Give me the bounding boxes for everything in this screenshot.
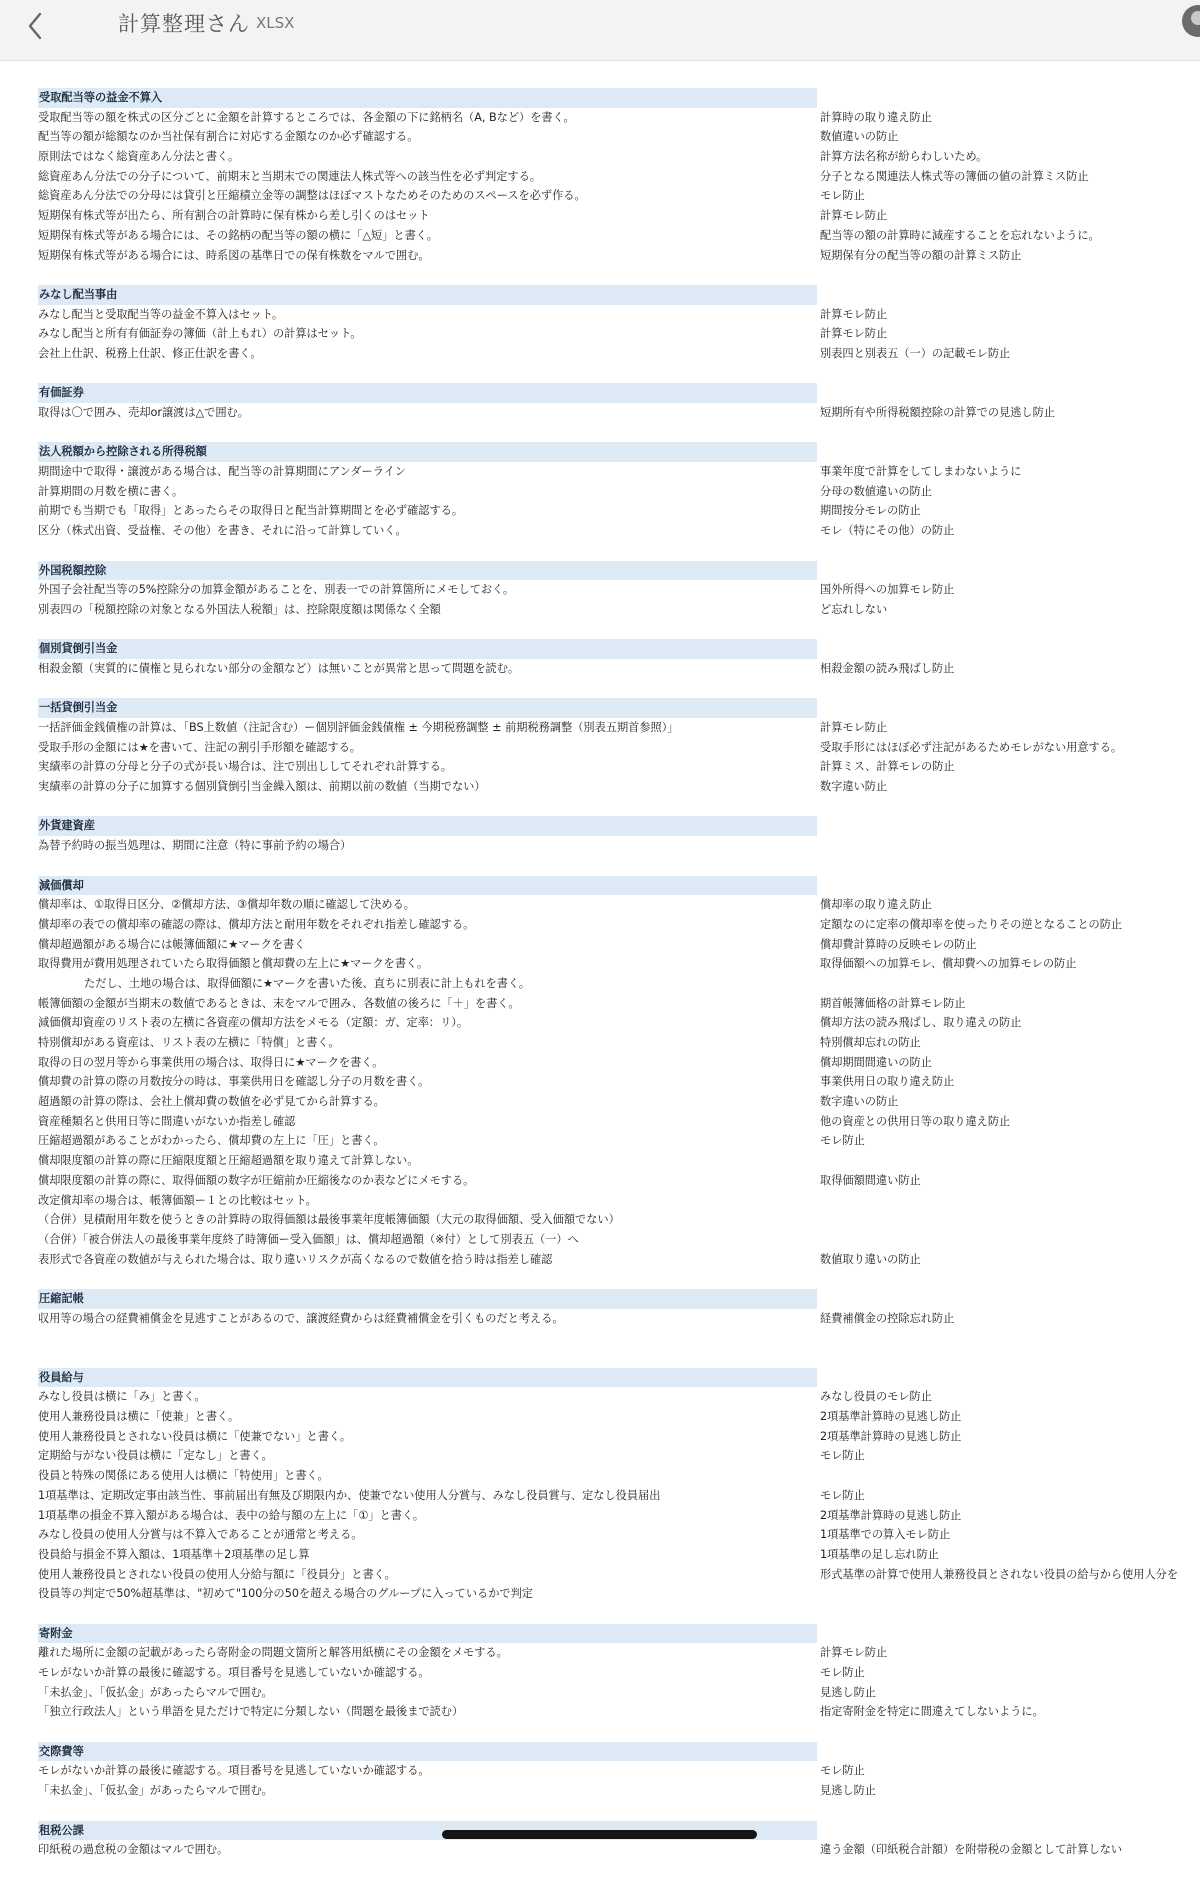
table-row[interactable] xyxy=(38,324,1200,344)
note-cell: 総資産あん分法での分母には貸引と圧縮積立金等の調整はほぼマストなためそのためのスペースを必ず作る。 xyxy=(38,189,586,203)
reason-cell: 分母の数値違いの防止 xyxy=(820,484,932,498)
reason-cell: 計算モレ防止 xyxy=(820,307,888,321)
note-cell: 総資産あん分法での分子について、前期末と当期末での関連法人株式等への該当性を必ず判定する。 xyxy=(38,169,541,183)
section xyxy=(38,698,1200,796)
note-cell: みなし配当と所有有価証券の簿価（計上もれ）の計算はセット。 xyxy=(38,327,362,341)
note-cell: 1項基準は、定期改定事由該当性、事前届出有無及び期限内か、使兼でない使用人分賞与、みなし役員賞与、定なし役員届出 xyxy=(38,1488,661,1502)
reason-cell: 見逃し防止 xyxy=(820,1685,876,1699)
reason-cell: 計算モレ防止 xyxy=(820,327,888,341)
table-row[interactable] xyxy=(38,600,1200,620)
table-row[interactable] xyxy=(38,127,1200,147)
note-cell: 実績率の計算の分母と分子の式が長い場合は、注で別出ししてそれぞれ計算する。 xyxy=(38,760,452,774)
table-row[interactable] xyxy=(38,186,1200,206)
reason-cell: 計算方法名称が紛らわしいため。 xyxy=(820,150,988,164)
reason-cell: モレ防止 xyxy=(820,1134,865,1148)
note-cell: 実績率の計算の分子に加算する個別貸倒引当金繰入額は、前期以前の数値（当期でない） xyxy=(38,780,486,794)
note-cell: 離れた場所に金額の記載があったら寄附金の問題文箇所と解答用紙横にその金額をメモする。 xyxy=(38,1646,508,1660)
table-row[interactable] xyxy=(38,403,1200,423)
table-row[interactable] xyxy=(38,1191,1200,1211)
table-row[interactable] xyxy=(38,344,1200,364)
table-row[interactable] xyxy=(38,501,1200,521)
note-cell: 取得費用が費用処理されていたら取得価額と償却費の左上に★マークを書く。 xyxy=(38,957,429,971)
table-row[interactable] xyxy=(38,954,1200,974)
reason-cell: 取得価額への加算モレ、償却費への加算モレの防止 xyxy=(820,957,1077,971)
document-title: 計算整理さん xyxy=(118,12,250,36)
note-cell: （合併）見積耐用年数を使うときの計算時の取得価額は最後事業年度帳簿価額（大元の取得価額、受入価額でない） xyxy=(38,1213,620,1227)
note-cell: 改定償却率の場合は、帳簿価額ー１との比較はセット。 xyxy=(38,1193,317,1207)
table-row[interactable] xyxy=(38,1013,1200,1033)
section xyxy=(38,1624,1200,1722)
table-row[interactable] xyxy=(38,1309,1200,1329)
note-cell: 1項基準の損金不算入額がある場合は、表中の給与額の左上に「①」と書く。 xyxy=(38,1508,425,1522)
note-cell: 超過額の計算の際は、会社上償却費の数値を必ず見てから計算する。 xyxy=(38,1095,385,1109)
table-row[interactable] xyxy=(38,1151,1200,1171)
note-cell: 受取手形の金額には★を書いて、注記の割引手形額を確認する。 xyxy=(38,740,362,754)
avatar-icon[interactable] xyxy=(1182,5,1200,37)
reason-cell: 償却率の取り違え防止 xyxy=(820,898,932,912)
table-row[interactable] xyxy=(38,1427,1200,1447)
reason-cell: 償却費計算時の反映モレの防止 xyxy=(820,937,977,951)
note-cell: みなし役員の使用人分賞与は不算入であることが通常と考える。 xyxy=(38,1528,363,1542)
section xyxy=(38,816,1200,855)
table-row[interactable] xyxy=(38,1092,1200,1112)
section xyxy=(38,1742,1200,1801)
note-cell: 定期給与がない役員は横に「定なし」と書く。 xyxy=(38,1449,273,1463)
reason-cell: 計算ミス、計算モレの防止 xyxy=(820,760,955,774)
table-row[interactable] xyxy=(38,482,1200,502)
reason-cell: 数字違い防止 xyxy=(820,780,888,794)
section xyxy=(38,383,1200,422)
section xyxy=(38,639,1200,678)
note-cell: 表形式で各資産の数値が与えられた場合は、取り違いリスクが高くなるので数値を拾う時は指差し確認 xyxy=(38,1252,553,1266)
note-cell: 「未払金」、「仮払金」があったらマルで囲む。 xyxy=(38,1784,273,1798)
table-row[interactable] xyxy=(38,1525,1200,1545)
section xyxy=(38,442,1200,540)
table-row[interactable] xyxy=(38,1663,1200,1683)
note-cell: 帳簿価額の金額が当期末の数値であるときは、末をマルで囲み、各数値の後ろに「＋」を書く。 xyxy=(38,996,520,1010)
note-cell: 別表四の「税額控除の対象となる外国法人税額」は、控除限度額は関係なく全額 xyxy=(38,602,441,616)
table-row[interactable] xyxy=(38,246,1200,266)
table-row[interactable] xyxy=(38,1840,1200,1860)
section-header[interactable]: 個別貸倒引当金 xyxy=(38,639,817,659)
reason-cell: 他の資産との供用日等の取り違え防止 xyxy=(820,1114,1011,1128)
note-cell: ただし、土地の場合は、取得価額に★マークを書いた後、直ちに別表に計上もれを書く。 xyxy=(84,976,531,990)
table-row[interactable] xyxy=(38,462,1200,482)
reason-cell: 分子となる関連法人株式等の簿価の値の計算ミス防止 xyxy=(820,169,1089,183)
note-cell: 償却超過額がある場合には帳簿価額に★マークを書く xyxy=(38,937,306,951)
reason-cell: ど忘れしない xyxy=(820,602,888,616)
reason-cell: 1項基準の足し忘れ防止 xyxy=(820,1547,939,1561)
table-row[interactable] xyxy=(38,1171,1200,1191)
note-cell: 区分（株式出資、受益権、その他）を書き、それに沿って計算していく。 xyxy=(38,524,407,538)
note-cell: 前期でも当期でも「取得」とあったらその取得日と配当計算期間とを必ず確認する。 xyxy=(38,504,464,518)
section xyxy=(38,561,1200,620)
section-header[interactable]: 有価証券 xyxy=(38,383,817,403)
reason-cell: みなし役員のモレ防止 xyxy=(820,1390,932,1404)
reason-cell: モレ防止 xyxy=(820,1488,865,1502)
note-cell: 配当等の額が総額なのか当社保有割合に対応する金額なのか必ず確認する。 xyxy=(38,130,419,144)
table-row[interactable] xyxy=(38,1584,1200,1604)
note-cell: 受取配当等の額を株式の区分ごとに金額を計算するところでは、各金額の下に銘柄名（A, Bなど）を書く。 xyxy=(38,110,575,124)
reason-cell: モレ（特にその他）の防止 xyxy=(820,524,955,538)
section-header[interactable]: 交際費等 xyxy=(38,1742,817,1762)
table-row[interactable] xyxy=(38,1053,1200,1073)
section xyxy=(38,1289,1200,1328)
note-cell: 償却費の計算の際の月数按分の時は、事業供用日を確認し分子の月数を書く。 xyxy=(38,1075,430,1089)
table-row[interactable] xyxy=(38,108,1200,128)
note-cell: 短期保有株式等がある場合には、その銘柄の配当等の額の横に「△短」と書く。 xyxy=(38,228,438,242)
back-arrow-icon[interactable] xyxy=(22,6,50,46)
table-row[interactable] xyxy=(38,895,1200,915)
note-cell: モレがないか計算の最後に確認する。項目番号を見逃していないか確認する。 xyxy=(38,1666,430,1680)
note-cell: 一括評価金銭債権の計算は、「BS上数値（注記含む）ー個別評価金銭債権 ± 今期税務調整 ± 前期税務調整（別表五期首参照）」 xyxy=(38,721,679,734)
table-row[interactable] xyxy=(38,1131,1200,1151)
note-cell: 償却限度額の計算の際に圧縮限度額と圧縮超過額を取り違えて計算しない。 xyxy=(38,1154,419,1168)
spreadsheet-content xyxy=(38,88,1200,1880)
reason-cell: モレ防止 xyxy=(820,1764,865,1778)
reason-cell: 期間按分モレの防止 xyxy=(820,504,921,518)
section-header[interactable]: みなし配当事由 xyxy=(38,285,817,305)
reason-cell: 数字違いの防止 xyxy=(820,1095,899,1109)
reason-cell: 計算時の取り違え防止 xyxy=(820,110,932,124)
table-row[interactable] xyxy=(38,659,1200,679)
note-cell: 印紙税の過怠税の金額はマルで囲む。 xyxy=(38,1843,229,1857)
note-cell: 短期保有株式等がある場合には、時系図の基準日での保有株数をマルで囲む。 xyxy=(38,248,430,262)
reason-cell: 計算モレ防止 xyxy=(820,1646,888,1660)
section xyxy=(38,876,1200,1270)
reason-cell: 短期所有や所得税額控除の計算での見逃し防止 xyxy=(820,406,1055,419)
note-cell: 償却率は、①取得日区分、②償却方法、③償却年数の順に確認して決める。 xyxy=(38,898,415,912)
table-row[interactable] xyxy=(38,1781,1200,1801)
reason-cell: 事業供用日の取り違え防止 xyxy=(820,1075,955,1089)
table-row[interactable] xyxy=(38,1683,1200,1703)
note-cell: 「未払金」、「仮払金」があったらマルで囲む。 xyxy=(38,1685,273,1699)
reason-cell: 経費補償金の控除忘れ防止 xyxy=(820,1311,955,1325)
note-cell: 相殺金額（実質的に債権と見られない部分の金額など）は無いことが異常と思って問題を読む。 xyxy=(38,661,520,675)
reason-cell: 相殺金額の読み飛ばし防止 xyxy=(820,661,955,675)
reason-cell: 短期保有分の配当等の額の計算ミス防止 xyxy=(820,248,1022,262)
reason-cell: 2項基準計算時の見逃し防止 xyxy=(820,1410,962,1424)
note-cell: 収用等の場合の経費補償金を見逃すことがあるので、譲渡経費からは経費補償金を引くものだと考える。 xyxy=(38,1311,564,1325)
note-cell: 役員と特殊の関係にある使用人は横に「特使用」と書く。 xyxy=(38,1469,329,1483)
table-row[interactable] xyxy=(38,1112,1200,1132)
table-row[interactable] xyxy=(38,1643,1200,1663)
table-row[interactable] xyxy=(38,305,1200,325)
section-header[interactable]: 役員給与 xyxy=(38,1368,817,1388)
reason-cell: 償却方法の読み飛ばし、取り違えの防止 xyxy=(820,1016,1022,1030)
table-row[interactable] xyxy=(38,777,1200,797)
note-cell: 取得の日の翌月等から事業供用の場合は、取得日に★マークを書く。 xyxy=(38,1055,384,1069)
table-row[interactable] xyxy=(38,1210,1200,1230)
note-cell: 為替予約時の振当処理は、期間に注意（特に事前予約の場合） xyxy=(38,839,352,853)
table-row[interactable] xyxy=(38,974,1200,994)
note-cell: 会社上仕訳、税務上仕訳、修正仕訳を書く。 xyxy=(38,346,262,360)
note-cell: 外国子会社配当等の5%控除分の加算金額があることを、別表一での計算箇所にメモしておく。 xyxy=(38,583,515,597)
section xyxy=(38,88,1200,265)
reason-cell: 数値違いの防止 xyxy=(820,130,899,144)
table-row[interactable] xyxy=(38,935,1200,955)
table-row[interactable] xyxy=(38,167,1200,187)
note-cell: 計算期間の月数を横に書く。 xyxy=(38,484,184,498)
note-cell: 短期保有株式等が出たら、所有割合の計算時に保有株から差し引くのはセット xyxy=(38,209,430,223)
table-row[interactable] xyxy=(38,718,1200,738)
note-cell: モレがないか計算の最後に確認する。項目番号を見逃していないか確認する。 xyxy=(38,1764,430,1778)
home-indicator[interactable] xyxy=(442,1830,757,1839)
section-header[interactable]: 圧縮記帳 xyxy=(38,1289,817,1309)
note-cell: 償却限度額の計算の際に、取得価額の数字が圧縮前か圧縮後なのか表などにメモする。 xyxy=(38,1173,475,1187)
section-header[interactable]: 租税公課 xyxy=(38,1821,817,1841)
table-row[interactable] xyxy=(38,147,1200,167)
table-row[interactable] xyxy=(38,757,1200,777)
reason-cell: 違う金額（印紙税合計額）を附帯税の金額として計算しない xyxy=(820,1843,1123,1857)
note-cell: 特別償却がある資産は、リスト表の左横に「特償」と書く。 xyxy=(38,1036,340,1049)
table-row[interactable] xyxy=(38,836,1200,856)
note-cell: 原則法ではなく総資産あん分法と書く。 xyxy=(38,150,240,164)
note-cell: 使用人兼務役員とされない役員の使用人分給与額に「役員分」と書く。 xyxy=(38,1567,396,1581)
table-row[interactable] xyxy=(38,1446,1200,1466)
reason-cell: 見逃し防止 xyxy=(820,1784,876,1798)
table-row[interactable] xyxy=(38,1486,1200,1506)
reason-cell: 計算モレ防止 xyxy=(820,721,888,734)
note-cell: 使用人兼務役員は横に「使兼」と書く。 xyxy=(38,1410,240,1424)
table-row[interactable] xyxy=(38,521,1200,541)
section-header[interactable]: 受取配当等の益金不算入 xyxy=(38,88,817,108)
reason-cell: モレ防止 xyxy=(820,1666,865,1680)
note-cell: 圧縮超過額があることがわかったら、償却費の左上に「圧」と書く。 xyxy=(38,1134,385,1148)
section-header[interactable]: 外国税額控除 xyxy=(38,561,817,581)
note-cell: 資産種類名と供用日等に間違いがないか指差し確認 xyxy=(38,1114,296,1128)
top-bar xyxy=(0,0,1200,61)
section xyxy=(38,1821,1200,1860)
reason-cell: 特別償却忘れの防止 xyxy=(820,1036,921,1049)
table-row[interactable] xyxy=(38,1545,1200,1565)
table-row[interactable] xyxy=(38,994,1200,1014)
table-row[interactable] xyxy=(38,738,1200,758)
table-row[interactable] xyxy=(38,1466,1200,1486)
section-header[interactable]: 減価償却 xyxy=(38,876,817,896)
reason-cell: 別表四と別表五（一）の記載モレ防止 xyxy=(820,346,1011,360)
section-header[interactable]: 法人税額から控除される所得税額 xyxy=(38,442,817,462)
section-header[interactable]: 寄附金 xyxy=(38,1624,817,1644)
reason-cell: 受取手形にはほぼ必ず注記があるためモレがない用意する。 xyxy=(820,740,1123,754)
reason-cell: 数値取り違いの防止 xyxy=(820,1252,921,1266)
section-header[interactable]: 一括貸倒引当金 xyxy=(38,698,817,718)
note-cell: 取得は〇で囲み、売却or譲渡は△で囲む。 xyxy=(38,406,249,419)
table-row[interactable] xyxy=(38,915,1200,935)
reason-cell: 1項基準での算入モレ防止 xyxy=(820,1528,951,1542)
reason-cell: モレ防止 xyxy=(820,189,865,203)
reason-cell: 計算モレ防止 xyxy=(820,209,888,223)
reason-cell: モレ防止 xyxy=(820,1449,865,1463)
table-row[interactable] xyxy=(38,1761,1200,1781)
note-cell: 期間途中で取得・譲渡がある場合は、配当等の計算期間にアンダーライン xyxy=(38,465,406,479)
table-row[interactable] xyxy=(38,206,1200,226)
section xyxy=(38,285,1200,364)
reason-cell: 取得価額間違い防止 xyxy=(820,1173,921,1187)
note-cell: 減価償却資産のリスト表の左横に各資産の償却方法をメモる（定額：ガ、定率：リ）。 xyxy=(38,1016,469,1030)
table-row[interactable] xyxy=(38,1033,1200,1053)
table-row[interactable] xyxy=(38,1387,1200,1407)
reason-cell: 形式基準の計算で使用人兼務役員とされない役員の給与から使用人分を xyxy=(820,1567,1179,1581)
table-row[interactable] xyxy=(38,1407,1200,1427)
reason-cell: 期首帳簿価格の計算モレ防止 xyxy=(820,996,966,1010)
note-cell: 「独立行政法人」という単語を見ただけで特定に分類しない（問題を最後まで読む） xyxy=(38,1705,464,1719)
reason-cell: 指定寄附金を特定に間違えてしないように。 xyxy=(820,1705,1044,1719)
note-cell: みなし役員は横に「み」と書く。 xyxy=(38,1390,206,1404)
note-cell: 役員等の判定で50%超基準は、"初めて"100分の50を超える場合のグループに入っているかで判定 xyxy=(38,1587,533,1601)
table-row[interactable] xyxy=(38,1506,1200,1526)
note-cell: 役員給与損金不算入額は、1項基準＋2項基準の足し算 xyxy=(38,1547,310,1561)
note-cell: 使用人兼務役員とされない役員は横に「使兼でない」と書く。 xyxy=(38,1429,352,1443)
reason-cell: 2項基準計算時の見逃し防止 xyxy=(820,1429,962,1443)
note-cell: （合併）「被合併法人の最後事業年度終了時簿価ー受入価額」は、償却超過額（※付）として別表五（一）へ xyxy=(38,1232,579,1246)
table-row[interactable] xyxy=(38,226,1200,246)
reason-cell: 償却期間間違いの防止 xyxy=(820,1055,932,1069)
note-cell: みなし配当と受取配当等の益金不算入はセット。 xyxy=(38,307,284,321)
table-row[interactable] xyxy=(38,1250,1200,1270)
note-cell: 償却率の表での償却率の確認の際は、償却方法と耐用年数をそれぞれ指差し確認する。 xyxy=(38,917,475,931)
reason-cell: 事業年度で計算をしてしまわないように xyxy=(820,465,1022,479)
reason-cell: 2項基準計算時の見逃し防止 xyxy=(820,1508,962,1522)
table-row[interactable] xyxy=(38,1565,1200,1585)
reason-cell: 定額なのに定率の償却率を使ったりその逆となることの防止 xyxy=(820,917,1123,931)
table-row[interactable] xyxy=(38,1072,1200,1092)
table-row[interactable] xyxy=(38,1230,1200,1250)
table-row[interactable] xyxy=(38,580,1200,600)
section xyxy=(38,1368,1200,1604)
reason-cell: 国外所得への加算モレ防止 xyxy=(820,583,955,597)
reason-cell: 配当等の額の計算時に減産することを忘れないように。 xyxy=(820,228,1100,242)
table-row[interactable] xyxy=(38,1702,1200,1722)
file-type-label: XLSX xyxy=(256,14,295,32)
section-header[interactable]: 外貨建資産 xyxy=(38,816,817,836)
